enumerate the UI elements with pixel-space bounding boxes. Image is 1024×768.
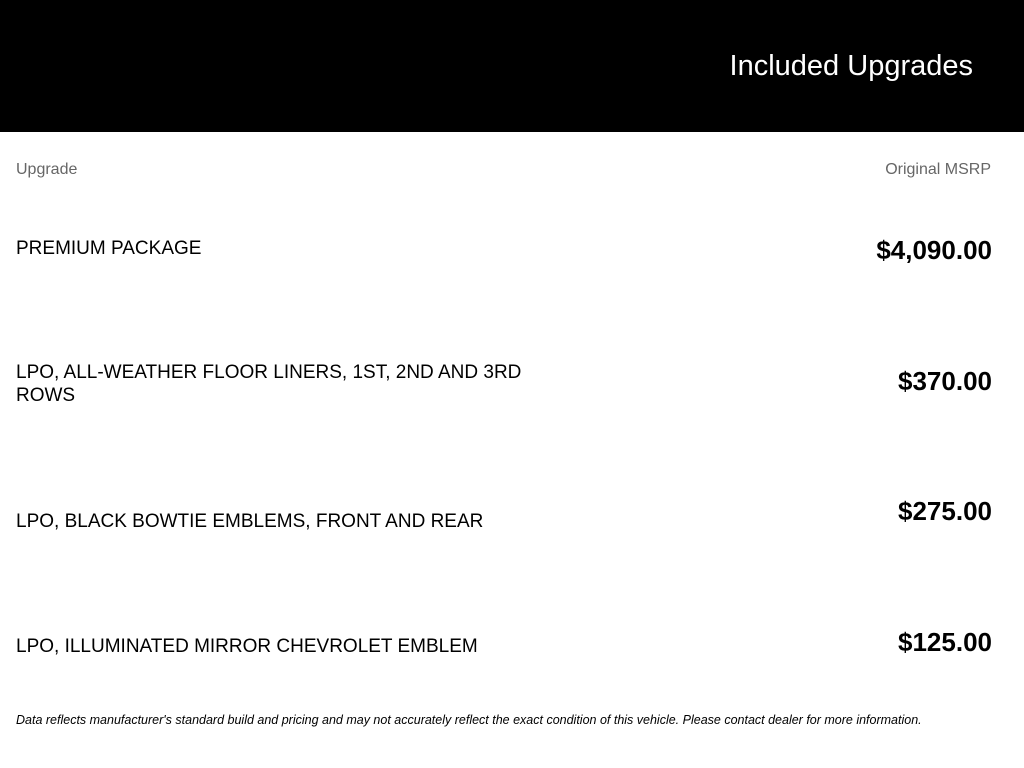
upgrade-name: LPO, ILLUMINATED MIRROR CHEVROLET EMBLEM <box>16 636 478 657</box>
upgrade-price: $275.00 <box>898 496 992 526</box>
upgrade-name: LPO, BLACK BOWTIE EMBLEMS, FRONT AND REAR <box>16 511 484 532</box>
upgrade-name: PREMIUM PACKAGE <box>16 238 202 259</box>
upgrade-price: $125.00 <box>898 627 992 657</box>
upgrade-name: LPO, ALL-WEATHER FLOOR LINERS, 1ST, 2ND AND 3RD ROWS <box>16 362 522 406</box>
column-header-msrp: Original MSRP <box>885 161 991 178</box>
disclaimer-text: Data reflects manufacturer's standard build and pricing and may not accurately reflect the exact condition of this vehicle. Please contact dealer for more information. <box>16 713 922 727</box>
column-header-upgrade: Upgrade <box>16 161 78 178</box>
upgrade-price: $370.00 <box>898 366 992 396</box>
upgrade-price: $4,090.00 <box>876 235 992 265</box>
header-bar <box>0 0 1024 132</box>
page-title: Included Upgrades <box>729 50 973 82</box>
